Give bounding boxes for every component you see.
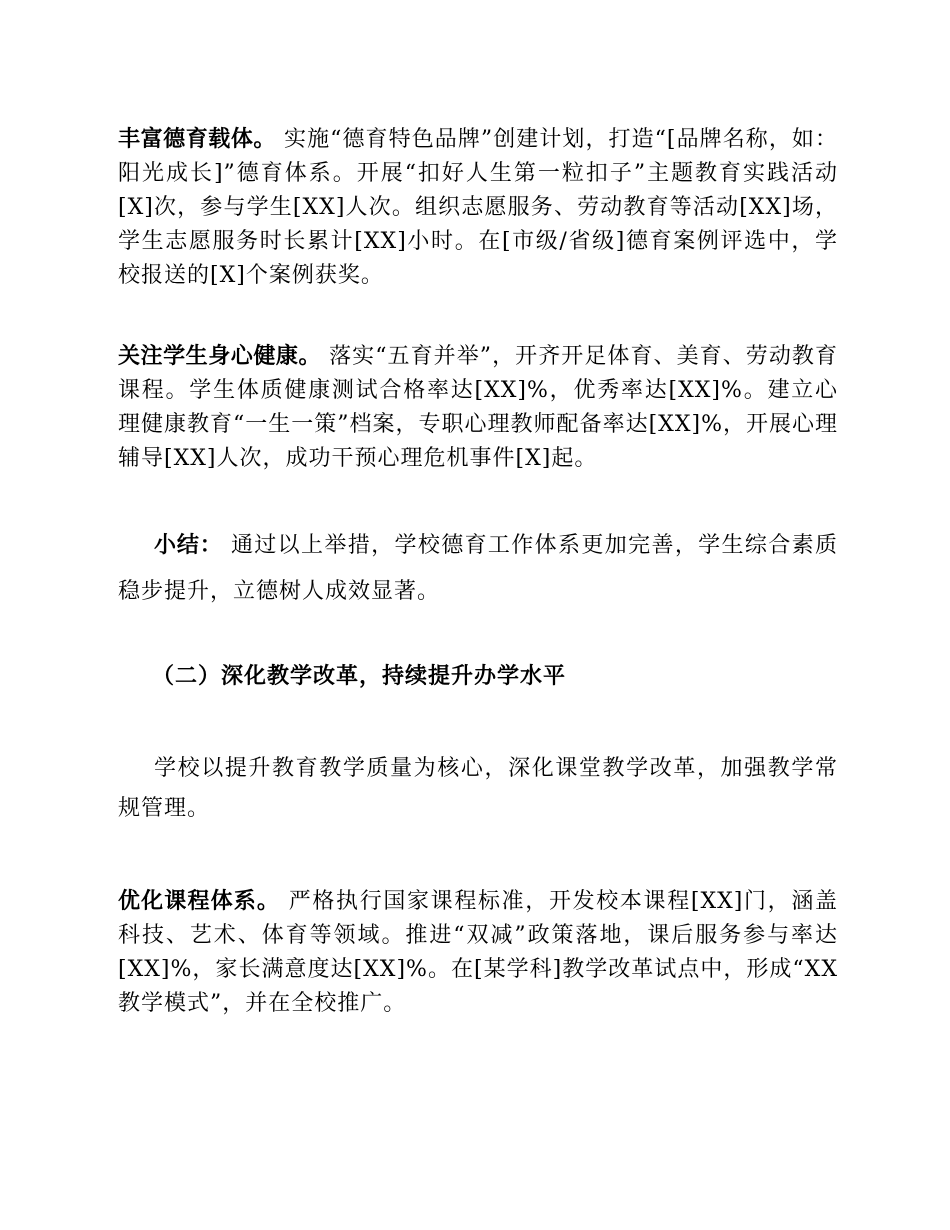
paragraph-lead: 关注学生身心健康。 (118, 344, 322, 369)
paragraph-student-health (118, 340, 838, 476)
paragraph-optimize-curriculum (118, 885, 838, 1021)
paragraph-enrich-moral-education (118, 123, 838, 293)
paragraph-lead: 丰富德育载体。 (118, 127, 276, 152)
paragraph-body: 严格执行国家课程标准，开发校本课程[XX]门，涵盖科技、艺术、体育等领域。推进“双减”政策落地，课后服务参与率达[XX]%，家长满意度达[XX]%。在[某学科]教学改革试点中，形成“XX 教学模式”，并在全校推广。 (118, 889, 838, 1016)
paragraph-lead: 优化课程体系。 (118, 889, 281, 914)
paragraph-body: 落实“五育并举”，开齐开足体育、美育、劳动教育课程。学生体质健康测试合格率达[XX]%，优秀率达[XX]%。建立心理健康教育“一生一策”档案，专职心理教师配备率达[XX]%，开展心理辅导[XX]人次，成功干预心理危机事件[X]起。 (118, 344, 838, 471)
paragraph-summary (118, 523, 838, 615)
summary-lead: 小结： (154, 533, 223, 558)
paragraph-body: 实施“德育特色品牌”创建计划，打造“[品牌名称，如：阳光成长]”德育体系。开展“扣好人生第一粒扣子”主题教育实践活动[X]次，参与学生[XX]人次。组织志愿服务、劳动教育等活动[XX]场，学生志愿服务时长累计[XX]小时。在[市级/省级]德育案例评选中，学校报送的[X]个案例获奖。 (118, 127, 838, 288)
paragraph-intro: 学校以提升教育教学质量为核心，深化课堂教学改革，加强教学常规管理。 (118, 756, 838, 821)
summary-body: 通过以上举措，学校德育工作体系更加完善，学生综合素质稳步提升，立德树人成效显著。 (118, 533, 838, 604)
section-heading: （二）深化教学改革，持续提升办学水平 (152, 664, 567, 689)
